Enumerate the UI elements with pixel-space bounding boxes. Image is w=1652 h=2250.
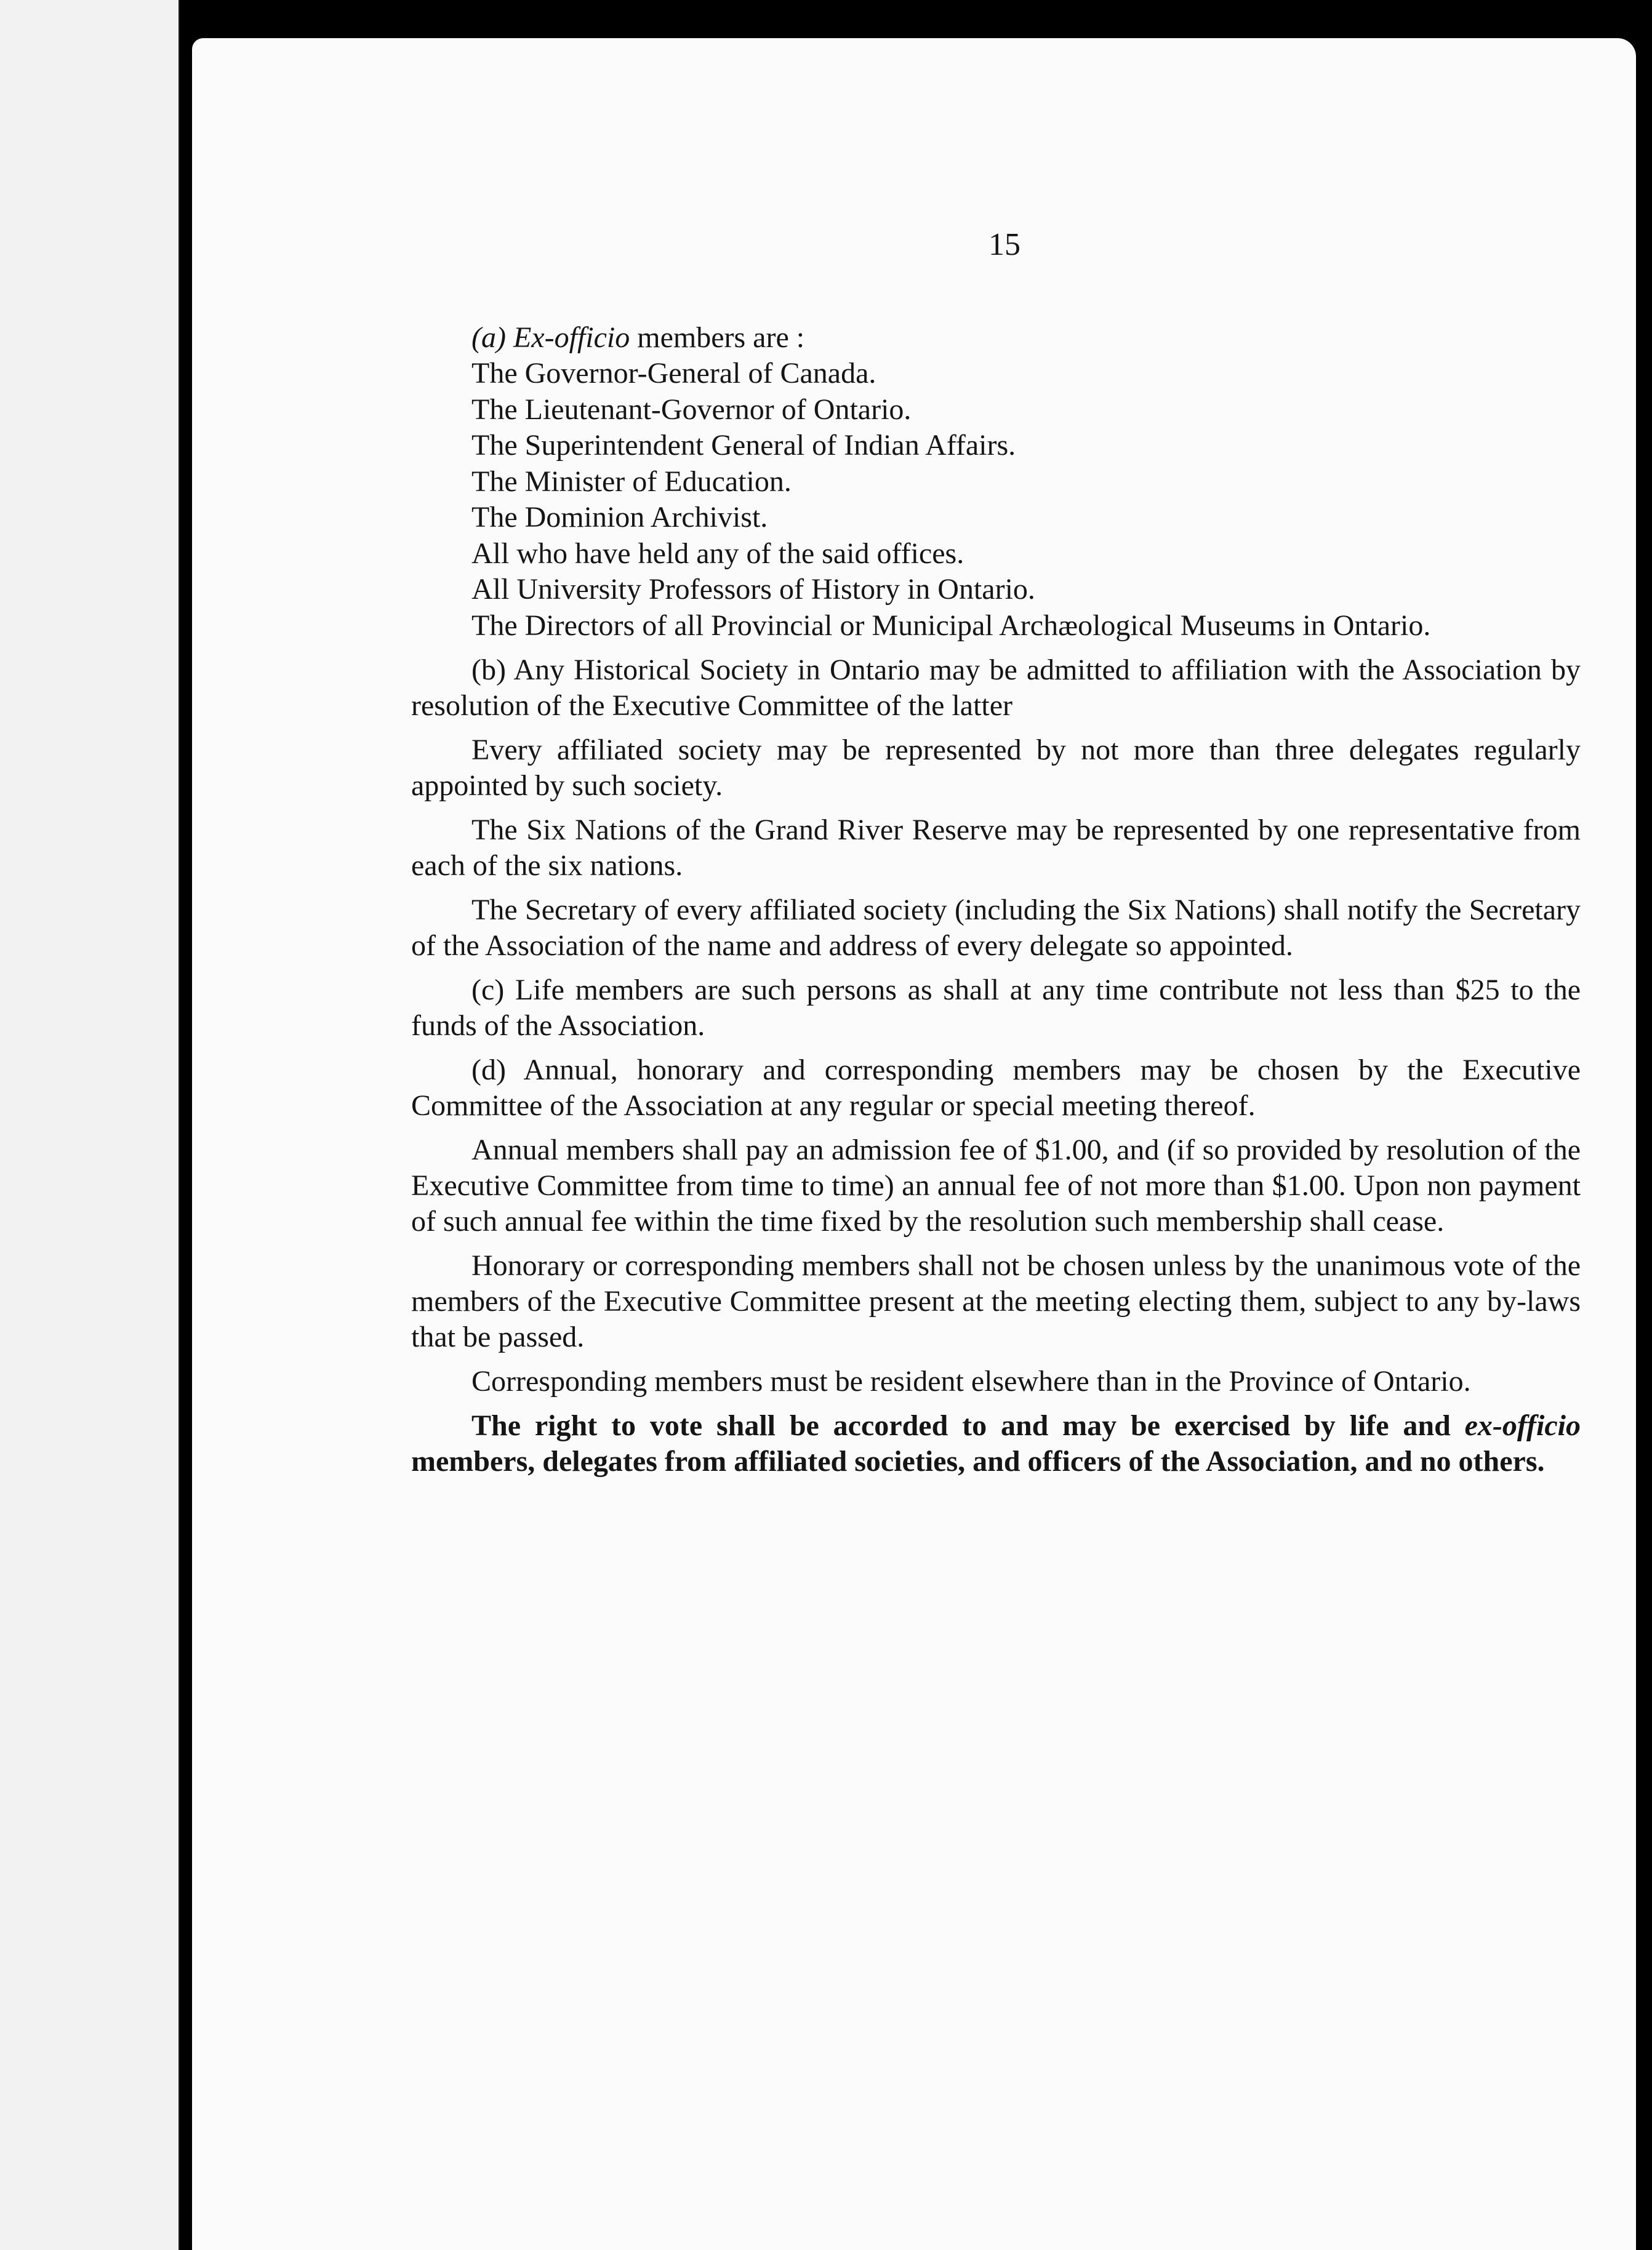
list-item: All who have held any of the said offices. [471,537,964,570]
ex-officio-term: Ex-officio [513,321,630,354]
paragraph-c: (c) Life members are such persons as shall at any time contribute not less than $25 to the funds of the Association. [411,973,1581,1042]
ex-officio-list [411,356,1581,644]
paragraph-honorary: Honorary or corresponding members shall not be chosen unless by the unanimous vote of the members of the Executive Committee present at the meeting electing them, subject to any by-laws that be passed. [411,1249,1581,1353]
paragraph-six-nations: The Six Nations of the Grand River Reserve may be represented by one representative from each of the six nations. [411,813,1581,882]
paragraph-d: (d) Annual, honorary and corresponding members may be chosen by the Executive Committee of the Association at any regular or special meeting thereof. [411,1053,1581,1122]
list-item: The Dominion Archivist. [471,501,768,534]
list-item: The Superintendent General of Indian Affairs. [471,429,1016,462]
section-a-heading [411,320,1581,356]
section-a-lead-rest: members are : [630,321,805,354]
page-number: 15 [988,227,1020,262]
vote-text-end: members, delegates from affiliated societies, and officers of the Association, and no others. [411,1444,1545,1478]
page-gutter-shadow [180,0,186,2250]
list-item: The Governor-General of Canada. [471,357,876,390]
paragraph-right-to-vote [411,1408,1581,1479]
previous-page-edge [0,0,181,2250]
list-item-directors: The Directors of all Provincial or Municipal Archæological Museums in Ontario. [471,609,1431,642]
list-item: All University Professors of History in Ontario. [471,573,1035,606]
list-item: The Minister of Education. [471,465,792,498]
page-text-block [411,229,1581,1479]
paragraph-annual-fee: Annual members shall pay an admission fee of $1.00, and (if so provided by resolution of the Executive Committee from time to time) an annual fee of not more than $1.00. Upon non payment of such annual fee within the time fixed by the resolution such membership shall cease. [411,1133,1581,1238]
paragraph-secretary: The Secretary of every affiliated society (including the Six Nations) shall notify the Secretary of the Association of the name and address of every delegate so appointed. [411,893,1581,962]
vote-ex-officio: ex-officio [1464,1409,1581,1442]
paragraph-b: (b) Any Historical Society in Ontario may be admitted to affiliation with the Association by resolution of the Executive Committee of the latter [411,653,1581,722]
vote-text-start: The right to vote shall be accorded to and may be exercised by life and [471,1409,1465,1442]
section-a-label: (a) [471,321,506,354]
paragraph-delegates: Every affiliated society may be represented by not more than three delegates regularly appointed by such society. [411,733,1581,802]
paragraph-corresponding: Corresponding members must be resident elsewhere than in the Province of Ontario. [471,1364,1471,1398]
document-page [192,38,1636,2250]
list-item: The Lieutenant-Governor of Ontario. [471,393,912,426]
